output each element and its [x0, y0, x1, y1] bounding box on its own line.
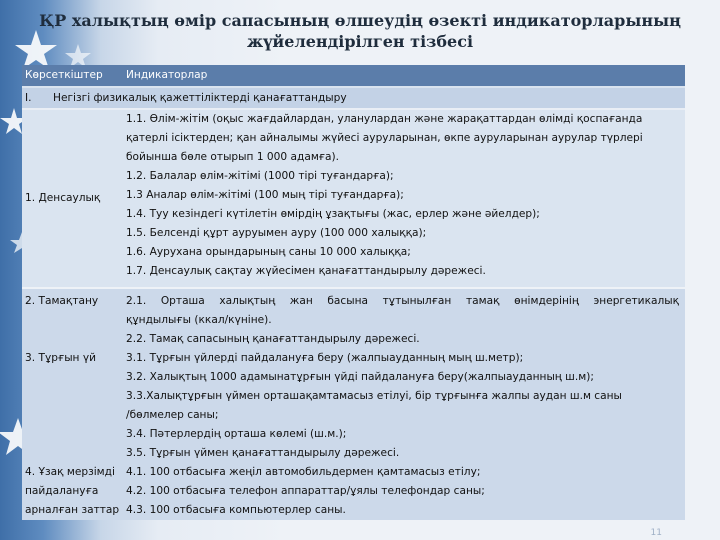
indicator-line: 4.2. 100 отбасыға телефон аппараттар/ұялы телефондар саны;	[126, 485, 485, 497]
indicator-line: 2.2. Тамақ сапасының қанағаттандырылу дәрежесі.	[126, 333, 420, 345]
row-name-line: арналған заттар	[25, 504, 120, 516]
indicator-line: 2.1. Орташа халықтың жан басына тұтынылған тамақ өнімдерінің энергетикалық	[126, 295, 679, 307]
indicator-line: 1.2. Балалар өлім-жітімі (1000 тірі туғандарға);	[126, 170, 394, 182]
indicator-line: 4.1. 100 отбасыға жеңіл автомобильдермен қамтамасыз етілу;	[126, 466, 481, 478]
indicator-line: 1.6. Ауруxана орындарының саны 10 000 халыққа;	[126, 246, 411, 258]
indicator-line: 3.3.Халықтұрғын үймен орташақамтамасыз етілуі, бір тұрғынға жалпы аудан ш.м саны	[126, 390, 622, 402]
row-indicators-durables	[123, 463, 685, 520]
indicator-line: құндылығы (ккал/күніне).	[126, 314, 272, 326]
row-name-health: 1. Денсаулық	[22, 109, 123, 288]
section-label	[22, 87, 685, 109]
table-header-row	[22, 65, 685, 87]
title-line-2: жүйелендірілген тізбесі	[246, 32, 474, 51]
page-title	[0, 10, 720, 52]
row-indicators-housing	[123, 349, 685, 463]
indicator-line: бойынша бөле отырып 1 000 адамға).	[126, 151, 340, 163]
indicator-line: 1.5. Белсенді құрт ауруымен ауру (100 000 халыққа);	[126, 227, 427, 239]
row-name-durables	[22, 463, 123, 520]
row-name-line: 4. Ұзақ мерзімді	[25, 466, 115, 478]
table-row	[22, 288, 685, 349]
header-indicators-col: Көрсеткіштер	[22, 65, 123, 87]
indicator-line: 1.3 Аналар өлім-жітімі (100 мың тірі туғандарға);	[126, 189, 404, 201]
indicator-line: 1.1. Өлім-жітім (оқыс жағдайлардан, уланулардан және жарақаттардан өлімді қоспағанда	[126, 113, 643, 125]
row-indicators-nutrition	[123, 288, 685, 349]
indicator-line: 3.4. Пәтерлердің орташа көлемі (ш.м.);	[126, 428, 347, 440]
table-row	[22, 109, 685, 288]
row-name-nutrition: 2. Тамақтану	[22, 288, 123, 349]
indicator-line: қатерлі ісіктерден; қан айналымы жүйесі ауруларынан, өкпе ауруларынан аурулар түрлері	[126, 132, 643, 144]
indicator-line: 3.1. Тұрғын үйлерді пайдалануға беру (жалпыауданның мың ш.метр);	[126, 352, 524, 364]
row-name-line: пайдалануға	[25, 485, 99, 497]
table-row	[22, 349, 685, 463]
title-line-1: ҚР халықтың өмір сапасының өлшеудің өзекті индикаторларының	[39, 11, 681, 30]
indicator-line: 4.3. 100 отбасыға компьютерлер саны.	[126, 504, 346, 516]
row-name-housing: 3. Тұрғын үй	[22, 349, 123, 463]
row-indicators-health	[123, 109, 685, 288]
indicator-line: /бөлмелер саны;	[126, 409, 219, 421]
section-number: I.	[25, 92, 32, 104]
indicator-line: 1.4. Туу кезіндегі күтілетін өмірдің ұзақтығы (жас, ерлер және әйелдер);	[126, 208, 540, 220]
section-row	[22, 87, 685, 109]
header-values-col: Индикаторлар	[123, 65, 685, 87]
section-text: Негізгі физикалық қажеттіліктерді қанағаттандыру	[53, 92, 347, 104]
indicators-table	[22, 65, 685, 520]
indicator-line: 1.7. Денсаулық сақтау жүйесімен қанағаттандырылу дәрежесі.	[126, 265, 486, 277]
table-row	[22, 463, 685, 520]
indicator-line: 3.5. Тұрғын үймен қанағаттандырылу дәрежесі.	[126, 447, 400, 459]
page-number: 11	[650, 528, 662, 538]
indicator-line: 3.2. Халықтың 1000 адамынатұрғын үйді пайдалануға беру(жалпыауданның ш.м);	[126, 371, 594, 383]
